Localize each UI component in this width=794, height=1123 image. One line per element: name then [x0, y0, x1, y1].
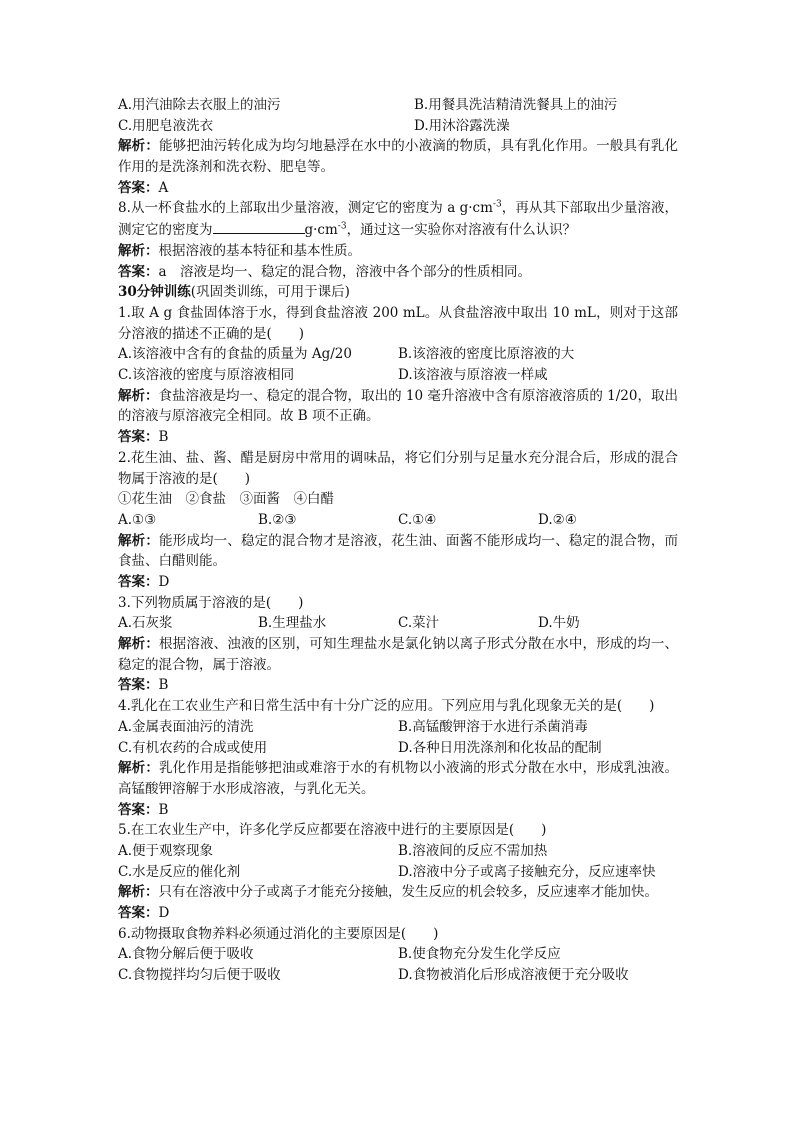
p2-option-c: C.①④: [398, 511, 437, 528]
q8-answer-text: a 溶液是均一、稳定的混合物，溶液中各个部分的性质相同。: [158, 263, 532, 280]
q7-answer: [118, 178, 678, 199]
analysis-label: 解析：: [118, 138, 159, 155]
q7-answer-text: A: [158, 179, 169, 196]
p3-option-a: A.石灰浆: [118, 615, 173, 632]
q7-analysis: [118, 136, 678, 177]
q8-unit-superscript-2: -3: [337, 221, 347, 232]
p2-answer-text: D: [158, 574, 170, 590]
analysis-label: 解析：: [118, 884, 159, 901]
q8-answer-blank: [213, 219, 305, 234]
p5-option-d: D.溶液中分子或离子接触充分，反应速率快: [398, 863, 656, 880]
p3-option-b: B.生理盐水: [258, 615, 327, 632]
p1-stem: 1.取 A g 食盐固体溶于水，得到食盐溶液 200 mL。从食盐溶液中取出 10 mL，则对于这部分溶液的描述不正确的是( ): [118, 304, 678, 342]
q8-stem-part-b: ，再从其下部取出少量溶液，测定它的密度为: [118, 200, 679, 239]
q8-analysis: [118, 241, 678, 262]
p4-option-d: D.各种日用洗涤剂和化妆品的配制: [398, 739, 602, 756]
p5-option-a: A.便于观察现象: [118, 843, 214, 859]
p3-answer-text: B: [158, 677, 169, 694]
p5-options-row-1: [118, 841, 678, 862]
p3-stem: 3.下列物质属于溶液的是( ): [118, 594, 304, 611]
q8-stem-part-d: ，通过这一实验你对溶液有什么认识？: [346, 222, 577, 239]
answer-label: 答案：: [118, 905, 159, 922]
p6-stem: 6.动物摄取食物养料必须通过消化的主要原因是( ): [118, 925, 439, 942]
worksheet-page: [118, 95, 678, 986]
p4-analysis-text: 乳化作用是指能够把油或难溶于水的有机物以小液滴的形式分散在水中，形成乳浊液。高锰酸钾溶解于水形成溶液，与乳化无关。: [118, 760, 679, 797]
p1-analysis-text: 食盐溶液是均一、稳定的混合物，取出的 10 毫升溶液中含有原溶液溶质的 1/20，取出的溶液与原溶液完全相同。故 B 项不正确。: [118, 387, 678, 425]
p5-stem: 5.在工农业生产中，许多化学反应都要在溶液中进行的主要原因是( ): [118, 822, 547, 839]
p4-analysis: [118, 758, 678, 799]
analysis-label: 解析：: [118, 387, 159, 404]
p5-analysis: [118, 882, 678, 903]
section-title: 30分钟训练: [118, 284, 191, 301]
p1-option-c: C.该溶液的密度与原溶液相同: [118, 367, 295, 384]
q8-stem-part-a: 8.从一杯食盐水的上部取出少量溶液，测定它的密度为 a g·cm: [118, 200, 493, 217]
p5-option-b: B.溶液间的反应不需加热: [398, 843, 548, 859]
p3-option-c: C.菜汁: [398, 615, 440, 632]
answer-label: 答案：: [118, 179, 159, 196]
p3-analysis-text: 根据溶液、浊液的区别，可知生理盐水是氯化钠以离子形式分散在水中，形成的均一、稳定的混合物，属于溶液。: [118, 636, 679, 673]
analysis-label: 解析：: [118, 760, 159, 777]
p3-option-d: D.牛奶: [538, 615, 580, 632]
p1-option-a: A.该溶液中含有的食盐的质量为 Ag/20: [118, 346, 352, 363]
q7-option-a: A.用汽油除去衣服上的油污: [118, 97, 281, 113]
p4-option-c: C.有机农药的合成或使用: [118, 739, 268, 756]
q7-options-row-1: [118, 95, 678, 116]
p4-options-row-2: [118, 738, 678, 759]
p5-analysis-text: 只有在溶液中分子或离子才能充分接触，发生反应的机会较多，反应速率才能加快。: [158, 884, 658, 901]
p2-options-row: [118, 510, 678, 531]
p6-options-row-2: [118, 965, 678, 986]
q8-stem: [118, 198, 678, 240]
q8-analysis-text: 根据溶液的基本特征和基本性质。: [158, 242, 361, 259]
answer-label: 答案：: [118, 801, 159, 818]
p1-answer-text: B: [158, 429, 169, 446]
p2-analysis-text: 能形成均一、稳定的混合物才是溶液，花生油、面酱不能形成均一、稳定的混合物，而食盐、白醋则能。: [118, 532, 679, 570]
p6-options-row-1: [118, 944, 678, 965]
q7-options-row-2: [118, 116, 678, 137]
q8-unit-superscript: -3: [492, 199, 502, 210]
p4-option-b: B.高锰酸钾溶于水进行杀菌消毒: [398, 718, 588, 735]
analysis-label: 解析：: [118, 636, 159, 653]
p4-option-a: A.金属表面油污的清洗: [118, 718, 254, 735]
p3-options-row: [118, 613, 678, 634]
p5-option-c: C.水是反应的催化剂: [118, 863, 241, 880]
q8-answer: [118, 262, 678, 283]
q7-option-c: C.用肥皂液洗衣: [118, 117, 214, 134]
p5-answer: [118, 903, 678, 924]
p6-option-c: C.食物搅拌均匀后便于吸收: [118, 967, 281, 984]
p1-analysis: [118, 386, 678, 427]
p2-option-a: A.①③: [118, 511, 157, 528]
p4-answer-text: B: [158, 801, 169, 818]
p2-analysis: [118, 531, 678, 572]
answer-label: 答案：: [118, 429, 159, 446]
p1-options-row-1: [118, 344, 678, 365]
answer-label: 答案：: [118, 263, 159, 280]
q8-stem-part-c: g·cm: [304, 222, 338, 239]
p5-options-row-2: [118, 862, 678, 883]
p4-answer: [118, 800, 678, 821]
q7-option-d: D.用沐浴露洗澡: [414, 117, 510, 134]
section-header: [118, 282, 678, 303]
p4-options-row-1: [118, 717, 678, 738]
p1-option-b: B.该溶液的密度比原溶液的大: [398, 346, 575, 363]
p1-answer: [118, 427, 678, 448]
p6-option-d: D.食物被消化后形成溶液便于充分吸收: [398, 967, 629, 984]
p2-answer: [118, 572, 678, 593]
p6-option-b: B.使食物充分发生化学反应: [398, 946, 561, 963]
p1-option-d: D.该溶液与原溶液一样咸: [398, 367, 548, 384]
p2-option-b: B.②③: [258, 511, 297, 528]
q7-analysis-text: 能够把油污转化成为均匀地悬浮在水中的小液滴的物质，具有乳化作用。一般具有乳化作用的是洗涤剂和洗衣粉、肥皂等。: [118, 138, 679, 176]
p4-stem: 4.乳化在工农业生产和日常生活中有十分广泛的应用。下列应用与乳化现象无关的是( ): [118, 698, 655, 715]
analysis-label: 解析：: [118, 532, 159, 549]
p3-analysis: [118, 634, 678, 675]
p3-answer: [118, 675, 678, 696]
answer-label: 答案：: [118, 574, 159, 590]
analysis-label: 解析：: [118, 242, 159, 259]
q7-option-b: B.用餐具洗洁精清洗餐具上的油污: [414, 97, 618, 113]
p2-stem: 2.花生油、盐、酱、醋是厨房中常用的调味品，将它们分别与足量水充分混合后，形成的混合物属于溶液的是( ): [118, 449, 678, 487]
p5-answer-text: D: [158, 905, 170, 922]
p2-option-d: D.②④: [538, 511, 577, 528]
p2-items: ①花生油 ②食盐 ③面酱 ④白醋: [118, 491, 334, 508]
section-subtitle: (巩固类训练，可用于课后): [190, 284, 350, 301]
p6-option-a: A.食物分解后便于吸收: [118, 946, 254, 963]
p1-options-row-2: [118, 365, 678, 386]
answer-label: 答案：: [118, 677, 159, 694]
